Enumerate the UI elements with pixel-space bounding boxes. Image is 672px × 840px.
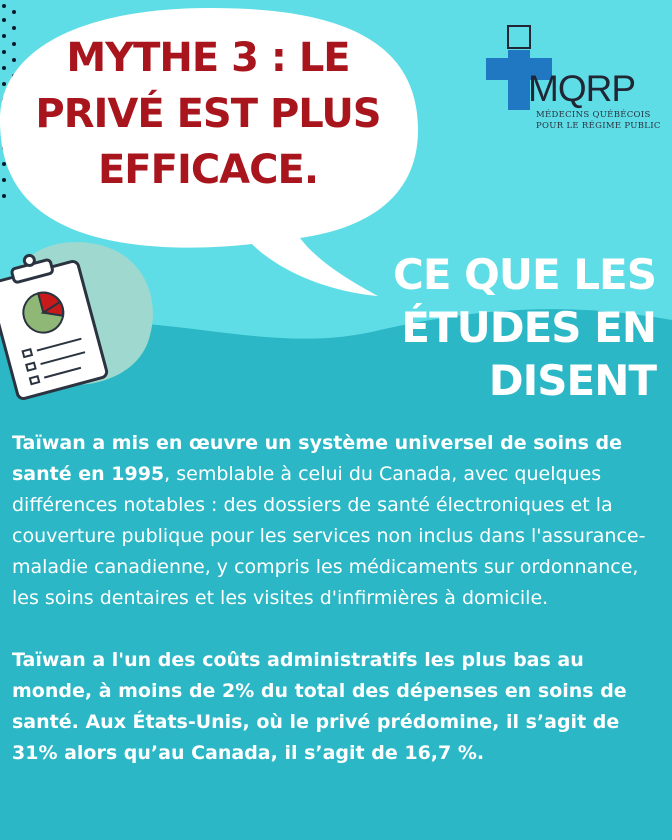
title-line: PRIVÉ EST PLUS [35, 91, 381, 137]
logo-subtitle [536, 110, 661, 132]
heading-line: DISENT [488, 356, 656, 405]
title-line: EFFICACE. [97, 147, 319, 193]
body-text [12, 428, 662, 769]
heading-line: CE QUE LES [393, 250, 656, 299]
paragraph-admin-costs [12, 645, 662, 769]
paragraph-bold-lead: Taïwan a mis en œuvre un système universel de soins de santé en 1995 [12, 432, 623, 485]
paragraph-bold: Taïwan a l'un des coûts administratifs les plus bas au monde, à moins de 2% du total des dépenses en soins de santé. Aux États-Unis, où le privé prédomine, il s’agit de 31% alors qu’au Canada, il s’agit de 16,7 %. [12, 649, 627, 764]
paragraph-taiwan-system [12, 428, 662, 614]
logo-name: MQRP [528, 68, 635, 109]
title-line: MYTHE 3 : LE [66, 35, 350, 81]
myth-title [8, 30, 408, 198]
section-heading [393, 248, 656, 407]
paragraph-rest: , semblable à celui du Canada, avec quelques différences notables : des dossiers de santé électroniques et la couverture publique pour les services non inclus dans l'assurance-maladie canadienne, y compris les médicaments sur ordonnance, les soins dentaires et les visites d'infirmières à domicile. [12, 463, 646, 609]
logo-subtitle-line: POUR LE RÉGIME PUBLIC [536, 121, 661, 131]
heading-line: ÉTUDES EN [401, 303, 656, 352]
logo-subtitle-line: MÉDECINS QUÉBÉCOIS [536, 110, 651, 120]
